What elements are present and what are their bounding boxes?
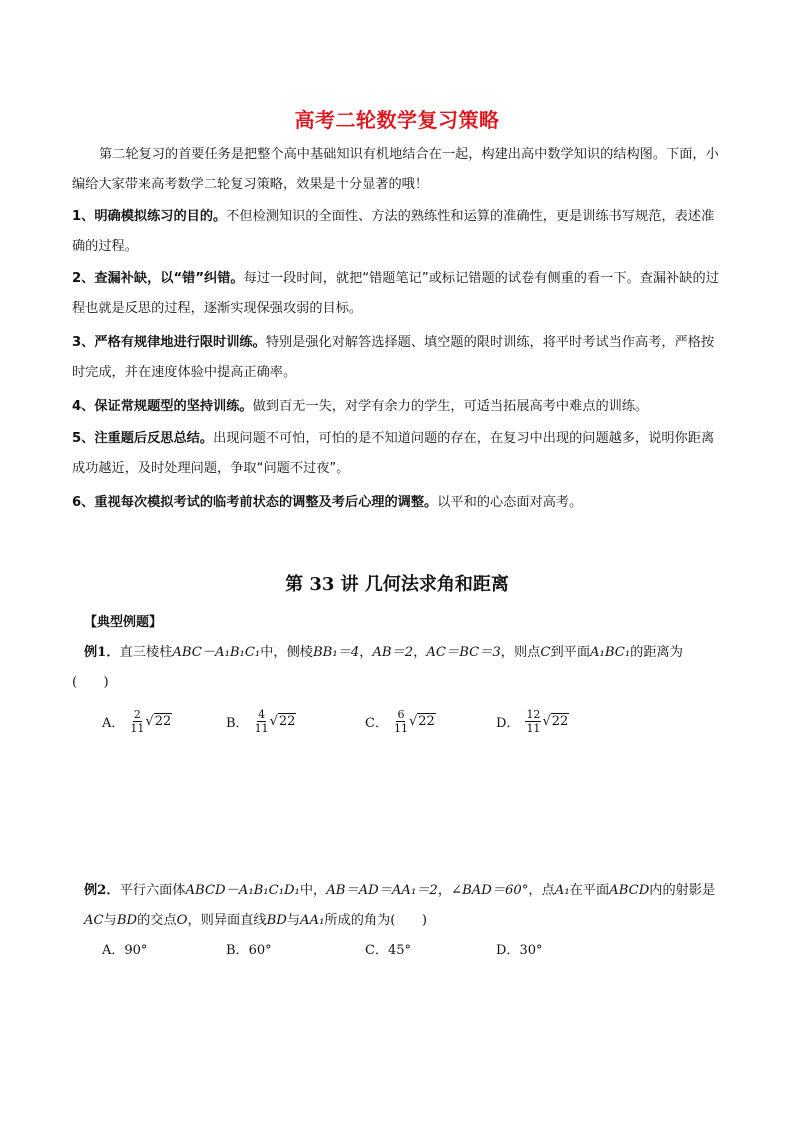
ex1-a-den: 11 <box>130 721 145 735</box>
ex1-option-d[interactable] <box>496 704 569 738</box>
ex1-text: ，则点 <box>500 645 541 660</box>
ex1-c-rad: 22 <box>418 713 435 729</box>
strategy-3-num: 3、 <box>72 335 95 350</box>
ex1-option-c-letter: C． <box>365 715 388 731</box>
ex2-text: 中， <box>299 883 327 898</box>
ex2-o: O <box>176 913 188 928</box>
strategy-2-heading: 查漏补缺，以“错”纠错。 <box>94 271 244 286</box>
ex1-text: 中，侧棱 <box>260 645 313 660</box>
strategy-6-body: 以平和的心态面对高考。 <box>437 495 583 510</box>
ex1-a-rad: 22 <box>154 713 172 729</box>
ex1-ab: AB＝2 <box>372 645 414 660</box>
example-2-question <box>84 876 724 936</box>
ex1-option-a-fraction <box>130 708 144 735</box>
ex2-c-value: 45° <box>387 943 411 958</box>
ex1-edge: BB₁＝4 <box>312 645 360 660</box>
ex2-a-value: 90° <box>124 943 148 958</box>
ex1-d-num: 12 <box>526 707 541 721</box>
strategy-4-num: 4、 <box>72 399 95 414</box>
ex1-acbc: AC＝BC＝3 <box>426 645 501 660</box>
ex1-option-b-fraction <box>255 708 269 735</box>
ex2-bd2: BD <box>266 913 287 928</box>
ex1-option-c[interactable] <box>365 704 436 738</box>
strategy-2-num: 2、 <box>72 271 95 286</box>
ex2-text: ，点 <box>528 883 555 898</box>
strategy-3-body: 特别是强化对解答选择题、填空题的限时训练，将平时考试当作高考，严格按时完成，并在速度体验中提高正确率。 <box>72 335 715 380</box>
ex2-text: 的交点 <box>137 913 177 928</box>
ex1-d-rad: 22 <box>551 713 569 729</box>
ex2-angle: ∠BAD＝60° <box>451 883 529 898</box>
section-tag: 【典型例题】 <box>84 615 163 630</box>
ex1-option-d-fraction <box>525 708 541 735</box>
strategy-1-num: 1、 <box>72 209 95 224</box>
ex1-text: 的距离为 <box>630 645 683 660</box>
ex2-option-b[interactable] <box>226 936 272 966</box>
page-title: 高考二轮数学复习策略 <box>294 108 500 132</box>
ex1-text: 到平面 <box>550 645 591 660</box>
ex2-ac: AC <box>84 913 104 928</box>
strategy-6-num: 6、 <box>72 495 95 510</box>
strategy-2 <box>72 264 722 324</box>
strategy-5-body: 出现问题不可怕，可怕的是不知道问题的存在，在复习中出现的问题越多，说明你距离成功越近，及时处理问题，争取“问题不过夜”。 <box>72 431 715 476</box>
ex1-text: 直三棱柱 <box>119 645 173 660</box>
ex2-b-letter: B． <box>226 943 249 958</box>
example-1-options <box>102 704 722 738</box>
ex2-point: A₁ <box>554 883 570 898</box>
ex2-option-a[interactable] <box>102 936 147 966</box>
ex2-solid: ABCD－A₁B₁C₁D₁ <box>185 883 300 898</box>
ex1-option-c-sqrt: √22 <box>408 713 435 729</box>
ex2-text: ， <box>437 883 452 898</box>
ex1-plane: A₁BC₁ <box>590 645 631 660</box>
ex2-text: 所成的角为( ) <box>324 913 427 928</box>
ex1-option-c-fraction <box>394 708 408 735</box>
strategy-4 <box>72 392 722 422</box>
ex1-point: C <box>540 645 551 660</box>
strategy-4-heading: 保证常规题型的坚持训练。 <box>94 399 253 414</box>
ex1-option-d-sqrt: √22 <box>542 713 569 729</box>
example-2-options <box>102 936 722 970</box>
strategy-3-heading: 严格有规律地进行限时训练。 <box>94 335 266 350</box>
ex2-plane: ABCD <box>609 883 650 898</box>
ex1-option-b-letter: B． <box>226 715 249 731</box>
strategy-1-heading: 明确模拟练习的目的。 <box>94 209 227 224</box>
ex1-option-a-letter: A． <box>102 715 125 731</box>
ex2-a-letter: A． <box>102 943 125 958</box>
ex2-option-c[interactable] <box>365 936 411 966</box>
ex2-text: 在平面 <box>569 883 610 898</box>
ex2-text: 与 <box>286 913 301 928</box>
lecture-title: 第 33 讲 几何法求角和距离 <box>285 574 509 595</box>
ex1-option-b-sqrt: √22 <box>269 713 296 729</box>
ex2-option-d[interactable] <box>496 936 542 966</box>
ex2-text: 内的射影是 <box>649 883 716 898</box>
example-1-label: 例1． <box>84 645 120 660</box>
ex2-d-letter: D． <box>496 943 520 958</box>
ex2-d-value: 30° <box>519 943 543 958</box>
example-1-question <box>72 638 724 698</box>
ex1-answer-paren: ( ) <box>72 675 109 690</box>
strategy-3 <box>72 328 722 388</box>
ex1-prism: ABC－A₁B₁C₁ <box>172 645 261 660</box>
example-2-label: 例2． <box>84 883 120 898</box>
strategy-5-heading: 注重题后反思总结。 <box>94 431 214 446</box>
strategy-6-heading: 重视每次模拟考试的临考前状态的调整及考后心理的调整。 <box>94 495 438 510</box>
intro-paragraph: 第二轮复习的首要任务是把整个高中基础知识有机地结合在一起，构建出高中数学知识的结构图。下面，小编给大家带来高考数学二轮复习策略，效果是十分显著的哦！ <box>72 147 719 192</box>
ex2-c-letter: C． <box>365 943 388 958</box>
ex2-aa1: AA₁ <box>300 913 325 928</box>
ex2-text: 与 <box>103 913 117 928</box>
ex1-option-a-sqrt: √22 <box>145 713 172 729</box>
ex1-b-num: 4 <box>258 707 266 721</box>
ex2-b-value: 60° <box>248 943 272 958</box>
strategy-6 <box>72 488 722 518</box>
ex2-text: 平行六面体 <box>119 883 186 898</box>
strategy-2-body: 每过一段时间，就把“错题笔记”或标记错题的试卷有侧重的看一下。查漏补缺的过程也就是反思的过程，逐渐实现保强攻弱的目标。 <box>72 271 719 316</box>
strategy-1-body: 不但检测知识的全面性、方法的熟练性和运算的准确性，更是训练书写规范，表述准确的过程。 <box>72 209 715 254</box>
strategy-1 <box>72 202 722 262</box>
ex1-d-den: 11 <box>526 721 541 735</box>
ex1-option-a[interactable] <box>102 704 172 738</box>
ex1-option-d-letter: D． <box>496 715 520 731</box>
ex2-text: ，则异面直线 <box>187 913 267 928</box>
ex1-b-den: 11 <box>254 721 269 735</box>
strategy-5 <box>72 424 722 484</box>
ex1-c-den: 11 <box>393 721 408 735</box>
strategy-5-num: 5、 <box>72 431 95 446</box>
ex1-text: ， <box>413 645 427 660</box>
ex2-equal-edges: AB＝AD＝AA₁＝2 <box>326 883 438 898</box>
ex2-bd: BD <box>116 913 138 928</box>
ex1-option-b[interactable] <box>226 704 296 738</box>
ex1-a-num: 2 <box>133 707 141 721</box>
ex1-text: ， <box>359 645 373 660</box>
ex1-b-rad: 22 <box>278 713 296 729</box>
strategy-4-body: 做到百无一失，对学有余力的学生，可适当拓展高考中难点的训练。 <box>252 399 649 414</box>
ex1-c-num: 6 <box>397 707 405 721</box>
